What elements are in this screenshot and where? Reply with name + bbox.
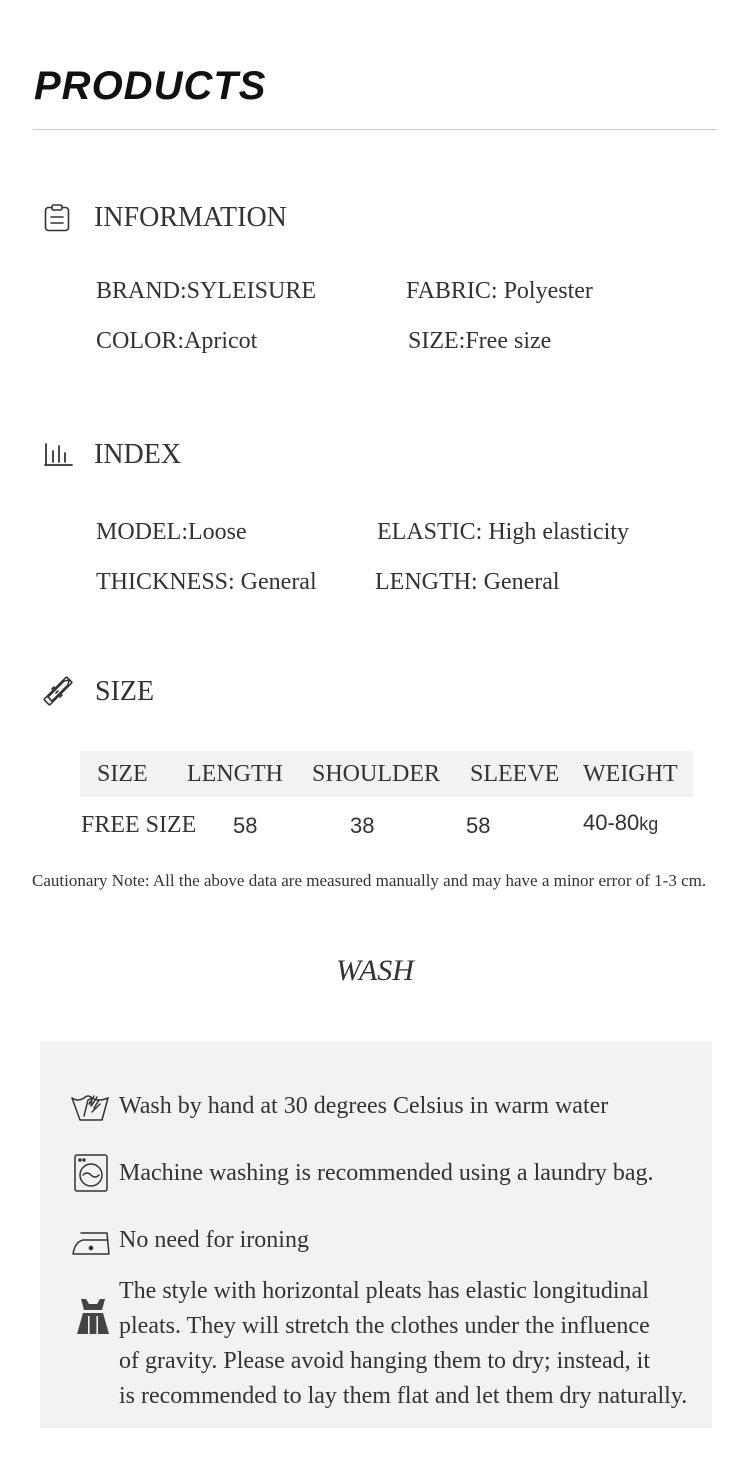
- washing-machine-icon: [72, 1153, 112, 1193]
- section-title-information: INFORMATION: [94, 202, 287, 233]
- table-header-sleeve: SLEEVE: [470, 761, 560, 787]
- wash-text-pleats-line: pleats. They will stretch the clothes under the influence: [119, 1313, 650, 1339]
- hand-wash-icon: [70, 1086, 110, 1126]
- page-title: PRODUCTS: [34, 64, 267, 108]
- wash-text-iron: No need for ironing: [119, 1227, 309, 1253]
- ruler-pencil-icon: [43, 676, 73, 706]
- spec-color: COLOR:Apricot: [96, 328, 258, 354]
- weight-value: 40-80: [583, 810, 640, 835]
- wash-text-pleats-line: of gravity. Please avoid hanging them to dry; instead, it: [119, 1348, 650, 1374]
- cautionary-note: Cautionary Note: All the above data are measured manually and may have a minor error of 1-3 cm.: [32, 871, 707, 890]
- table-cell-shoulder: 38: [350, 813, 375, 838]
- spec-brand: BRAND:SYLEISURE: [96, 278, 317, 304]
- spec-model: MODEL:Loose: [96, 519, 247, 545]
- spec-fabric: FABRIC: Polyester: [406, 278, 593, 304]
- table-cell-weight: [583, 808, 658, 839]
- section-title-size: SIZE: [95, 676, 155, 707]
- table-header-shoulder: SHOULDER: [312, 761, 441, 787]
- wash-text-hand-wash: Wash by hand at 30 degrees Celsius in warm water: [119, 1093, 609, 1119]
- iron-icon: [71, 1222, 111, 1262]
- table-header-length: LENGTH: [187, 761, 283, 787]
- section-title-index: INDEX: [94, 439, 182, 470]
- spec-thickness: THICKNESS: General: [96, 569, 317, 595]
- divider: [33, 129, 717, 130]
- wash-title: WASH: [336, 954, 414, 987]
- clipboard-icon: [42, 203, 72, 233]
- dress-icon: [73, 1296, 113, 1336]
- wash-text-pleats: [119, 1274, 719, 1414]
- spec-size: SIZE:Free size: [408, 328, 552, 354]
- table-header-weight: WEIGHT: [583, 761, 678, 787]
- table-cell-sleeve: 58: [466, 813, 491, 838]
- bar-chart-icon: [43, 439, 73, 469]
- spec-elastic: ELASTIC: High elasticity: [377, 519, 629, 545]
- weight-unit: kg: [639, 814, 659, 834]
- table-cell-size: FREE SIZE: [81, 812, 197, 838]
- spec-length: LENGTH: General: [375, 569, 560, 595]
- table-cell-length: 58: [233, 813, 258, 838]
- table-header-size: SIZE: [97, 761, 148, 787]
- wash-text-machine: Machine washing is recommended using a laundry bag.: [119, 1160, 654, 1186]
- wash-text-pleats-line: is recommended to lay them flat and let them dry naturally.: [119, 1383, 688, 1409]
- wash-text-pleats-line: The style with horizontal pleats has elastic longitudinal: [119, 1278, 649, 1304]
